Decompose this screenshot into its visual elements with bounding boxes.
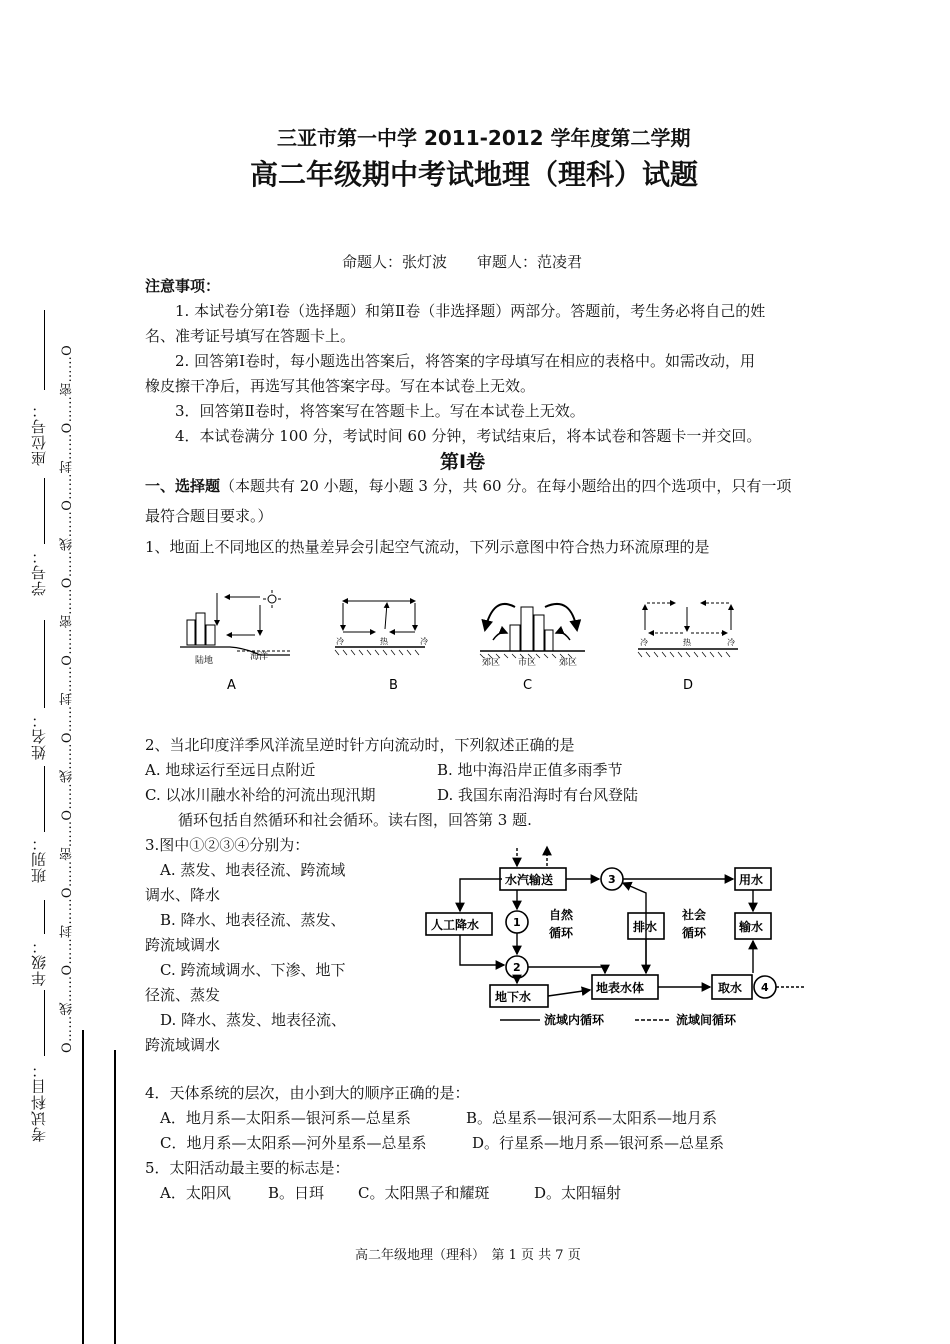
q3-option-c: C. 跨流域调水、下渗、地下 [160,961,346,979]
q4-option-b: B。总星系—银河系—太阳系—地月系 [466,1109,718,1127]
label-natural-1: 自然 [549,908,574,922]
node-groundwater: 地下水 [495,990,532,1004]
authors: 命题人：张灯波 审题人：范凌君 [342,253,583,271]
notes-heading: 注意事项： [145,277,221,295]
note-2: 2. 回答第Ⅰ卷时，每小题选出答案后，将答案的字母填写在相应的表格中。如需改动，用 [175,352,756,370]
note-1: 1. 本试卷分第Ⅰ卷（选择题）和第Ⅱ卷（非选择题）两部分。答题前，考生务必将自己的姓 [175,302,766,320]
blank-line [44,310,45,390]
section-title: 第Ⅰ卷 [440,451,486,473]
margin-rule-outer [82,1030,84,1344]
blank-line [44,990,45,1056]
blank-line [44,620,45,708]
q5-option-b: B。日珥 [268,1184,325,1202]
field-class: 班别： [30,835,48,883]
figure-a [180,590,290,693]
q3-option-a-cont: 调水、降水 [145,886,221,904]
figure-b [335,601,428,693]
section-heading-rest: （本题共有 20 小题，每小题 3 分，共 60 分。在每小题给出的四个选项中，只有一项 [220,477,792,495]
field-seat: 座位号： [30,402,48,466]
option-b: B [389,678,398,693]
label-cold: 冷 [640,638,648,647]
q4-option-a: A．地月系—太阳系—银河系—总星系 [160,1109,411,1127]
label-suburb: 郊区 [559,658,578,668]
node-drain: 排水 [633,920,658,934]
q5-option-d: D。太阳辐射 [534,1184,622,1202]
note-4: 4．本试卷满分 100 分，考试时间 60 分钟，考试结束后，将本试卷和答题卡一并交回。 [175,427,762,445]
q3-option-b: B. 降水、地表径流、蒸发、 [160,911,346,929]
label-hot: 热 [380,637,388,646]
q5-option-c: C。太阳黑子和耀斑 [358,1184,490,1202]
section-heading [145,476,791,496]
q3-intro: 循环包括自然循环和社会循环。读右图，回答第 3 题. [178,811,532,829]
q4-stem: 4．天体系统的层次，由小到大的顺序正确的是： [145,1084,470,1102]
q3-option-c-cont: 径流、蒸发 [145,986,221,1004]
figure-d [638,603,738,693]
water-cycle-diagram [420,843,810,1035]
node-surface: 地表水体 [596,981,645,995]
node-artificial-rain: 人工降水 [431,918,480,932]
node-intake: 取水 [718,981,743,995]
blank-line [44,478,45,544]
blank-line [44,766,45,832]
label-hot: 热 [683,638,691,647]
q3-option-d: D. 降水、蒸发、地表径流、 [160,1011,347,1029]
section-heading-cont: 最符合题目要求。） [145,507,273,525]
page-footer: 高二年级地理（理科） 第 1 页 共 7 页 [355,1248,581,1263]
marker-4: 4 [761,981,769,994]
option-d: D [683,678,694,693]
q5-stem: 5．太阳活动最主要的标志是： [145,1159,350,1177]
q3-option-b-cont: 跨流域调水 [145,936,221,954]
node-transfer: 输水 [739,920,764,934]
q4-option-c: C．地月系—太阳系—河外星系—总星系 [160,1134,427,1152]
exam-title: 高二年级期中考试地理（理科）试题 [250,158,699,191]
q2-option-c: C. 以冰川融水补给的河流出现汛期 [145,786,376,804]
figure-c [480,604,585,693]
note-3: 3．回答第Ⅱ卷时，将答案写在答题卡上。写在本试卷上无效。 [175,402,585,420]
label-cold: 冷 [727,638,735,647]
q2-option-d: D. 我国东南沿海时有台风登陆 [437,786,639,804]
node-use: 用水 [739,873,764,887]
school-line: 三亚市第一中学 2011-2012 学年度第二学期 [277,126,691,150]
label-suburb: 郊区 [482,658,501,668]
label-social-1: 社会 [682,908,707,922]
label-sea: 海洋 [250,652,269,662]
marker-2: 2 [513,961,521,974]
q2-stem: 2、当北印度洋季风洋流呈逆时针方向流动时，下列叙述正确的是 [145,736,575,754]
label-cold: 冷 [420,637,428,646]
label-city: 市区 [518,658,537,668]
field-subject: 考试科目： [30,1062,48,1142]
option-a: A [227,678,236,693]
node-vapor: 水汽输送 [505,873,554,887]
note-2-cont: 橡皮擦干净后，再选写其他答案字母。写在本试卷上无效。 [145,377,536,395]
q3-stem: 3.图中①②③④分别为： [145,836,310,854]
legend-solid: 流域内循环 [544,1013,605,1027]
q2-option-b: B. 地中海沿岸正值多雨季节 [437,761,623,779]
blank-line [44,900,45,934]
label-cold: 冷 [336,637,344,646]
marker-1: 1 [513,916,521,929]
seal-line: O……线……O……封……O……密……O……线……O……封……O……密……O……线……O……封……O……密……O [60,344,75,1053]
q3-option-a: A. 蒸发、地表径流、跨流域 [160,861,346,879]
q2-option-a: A. 地球运行至远日点附近 [145,761,316,779]
label-social-2: 循环 [682,926,707,940]
field-name: 姓名： [30,712,48,760]
label-land: 陆地 [195,656,214,666]
note-1-cont: 名、准考证号填写在答题卡上。 [145,327,356,345]
q4-option-d: D。行星系—地月系—银河系—总星系 [472,1134,725,1152]
q3-option-d-cont: 跨流域调水 [145,1036,221,1054]
section-heading-bold: 一、选择题 [145,477,221,495]
legend-dashed: 流域间循环 [676,1013,737,1027]
label-natural-2: 循环 [549,926,574,940]
field-grade: 年级： [30,938,48,986]
q5-option-a: A．太阳风 [160,1184,231,1202]
margin-rule-inner [114,1050,116,1344]
option-c: C [523,678,533,693]
field-student-id: 学号： [30,548,48,596]
marker-3: 3 [608,873,616,886]
q1-stem: 1、地面上不同地区的热量差异会引起空气流动，下列示意图中符合热力环流原理的是 [145,538,710,556]
q1-figures [175,585,775,700]
